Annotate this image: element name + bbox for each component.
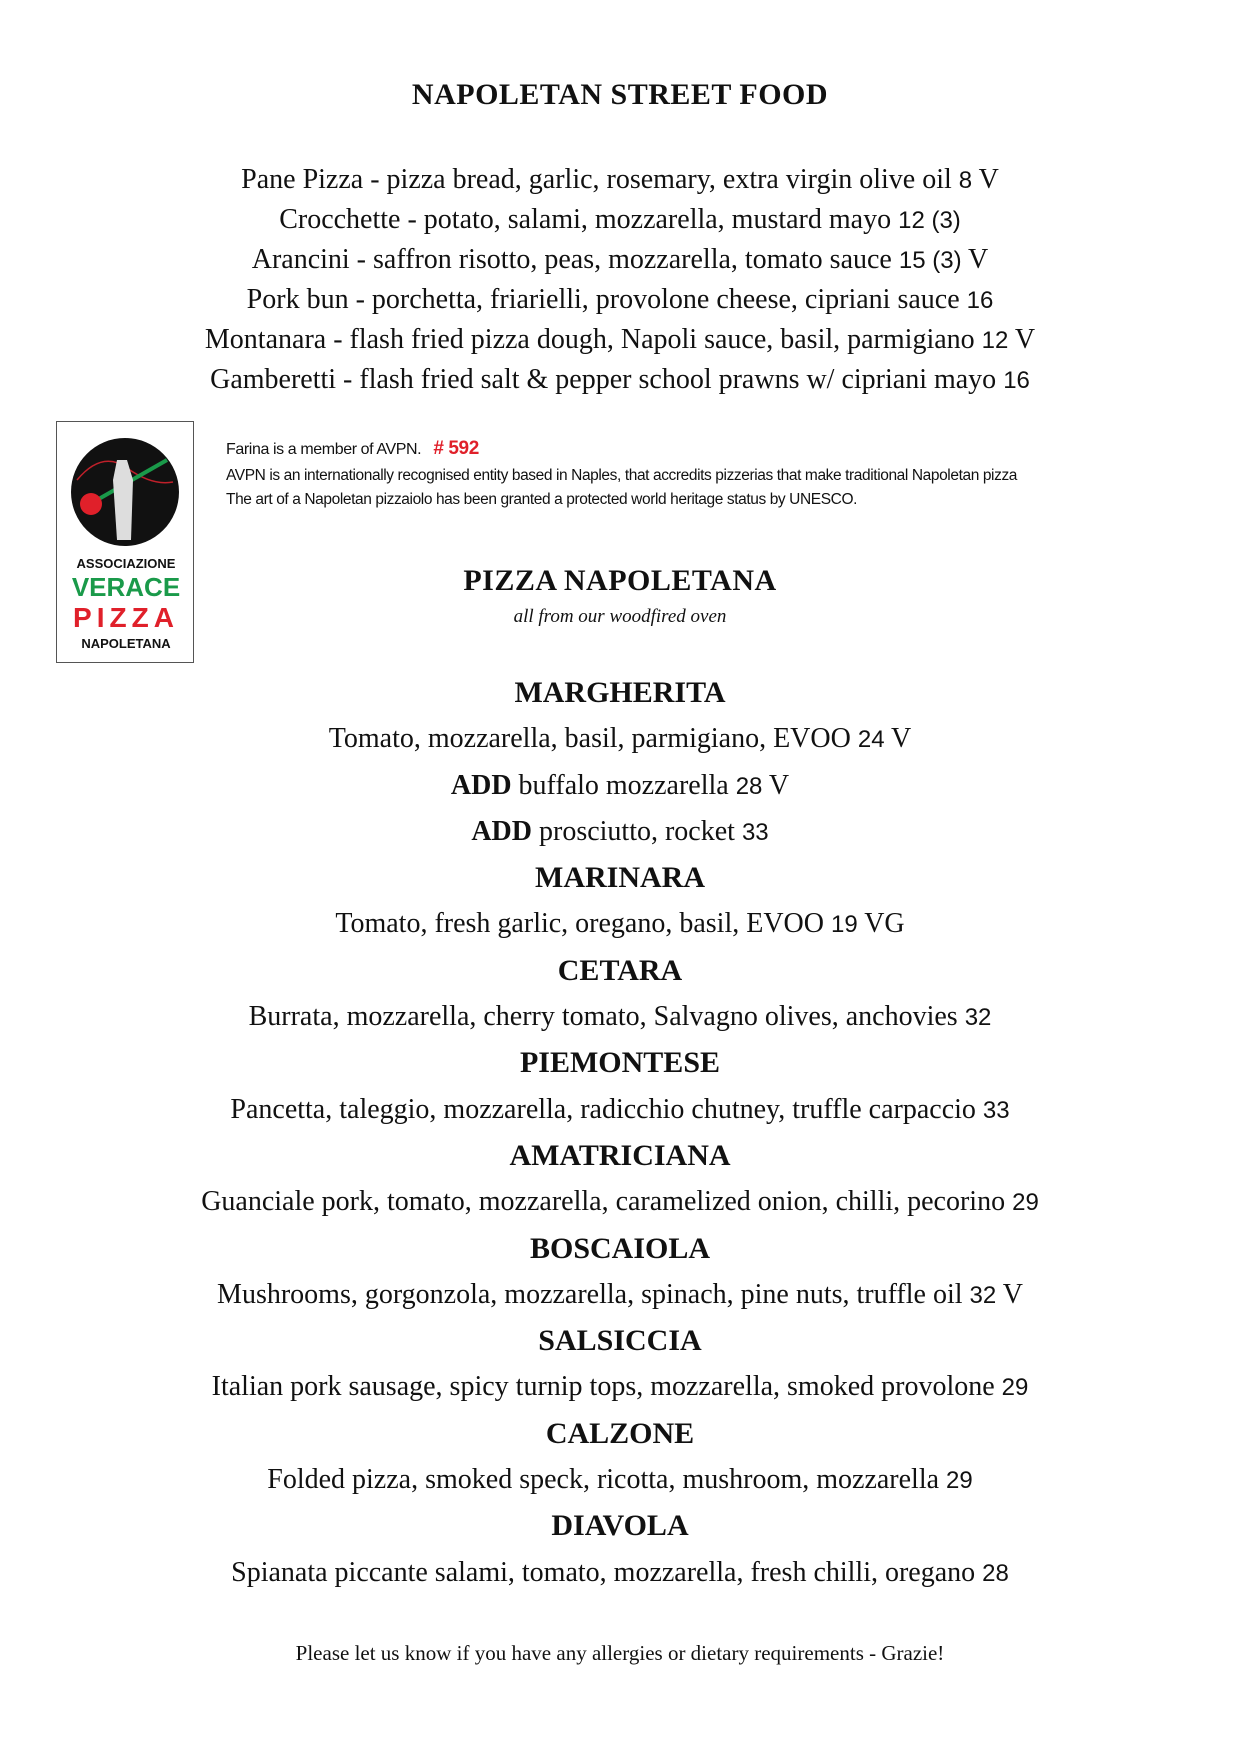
item-price: 33 bbox=[982, 1096, 1010, 1124]
pizza-description bbox=[0, 901, 1240, 947]
item-description: Guanciale pork, tomato, mozzarella, caramelized onion, chilli, pecorino bbox=[201, 1186, 1013, 1218]
street-food-item bbox=[0, 280, 1240, 320]
item-price: 28 bbox=[735, 772, 763, 800]
item-price: 32 bbox=[964, 1004, 992, 1032]
pizza-description bbox=[0, 716, 1240, 762]
dietary-tag: V bbox=[996, 1278, 1023, 1310]
pizza-name: SALSICCIA bbox=[538, 1324, 702, 1358]
street-food-title: NAPOLETAN STREET FOOD bbox=[411, 78, 829, 111]
street-food-item bbox=[0, 160, 1240, 200]
item-description: Pane Pizza - pizza bread, garlic, rosemary, extra virgin olive oil bbox=[241, 164, 959, 195]
street-food-item bbox=[0, 240, 1240, 280]
pizza-name: CALZONE bbox=[545, 1416, 695, 1450]
pizza-description bbox=[0, 1364, 1240, 1410]
street-food-item bbox=[0, 360, 1240, 400]
item-price: 28 bbox=[982, 1559, 1009, 1587]
pizza-name: MARGHERITA bbox=[514, 676, 726, 709]
item-price: 16 bbox=[966, 287, 994, 314]
item-description: Mushrooms, gorgonzola, mozzarella, spinach, pine nuts, truffle oil bbox=[217, 1278, 970, 1310]
dietary-tag: V bbox=[972, 164, 999, 195]
avpn-number: # 592 bbox=[433, 438, 479, 459]
logo-text-associazione: ASSOCIAZIONE bbox=[76, 556, 176, 571]
pizza-name: PIEMONTESE bbox=[519, 1046, 721, 1080]
item-description: Pancetta, taleggio, mozzarella, radicchio chutney, truffle carpaccio bbox=[230, 1093, 983, 1125]
item-description: Italian pork sausage, spicy turnip tops, mozzarella, smoked provolone bbox=[211, 1371, 1002, 1403]
item-description: Arancini - saffron risotto, peas, mozzarella, tomato sauce bbox=[251, 244, 899, 275]
pizza-name: DIAVOLA bbox=[551, 1509, 689, 1543]
avpn-member-line: Farina is a member of AVPN. # 592 bbox=[226, 438, 479, 459]
item-price: 8 bbox=[958, 167, 973, 194]
item-description: Crocchette - potato, salami, mozzarella, mustard mayo bbox=[279, 204, 899, 235]
pizzaiolo-emblem-icon bbox=[57, 430, 193, 550]
logo-text-pizza: PIZZA bbox=[73, 602, 179, 633]
item-price: 32 bbox=[969, 1281, 997, 1309]
pizza-description bbox=[0, 1272, 1240, 1318]
logo-text-verace: VERACE bbox=[71, 572, 181, 602]
street-food-item bbox=[0, 200, 1240, 240]
pizza-add-option bbox=[0, 763, 1240, 809]
item-description: Folded pizza, smoked speck, ricotta, mushroom, mozzarella bbox=[267, 1464, 947, 1496]
pizza-name: CETARA bbox=[557, 953, 683, 987]
pizza-description bbox=[0, 1457, 1240, 1503]
pizza-description bbox=[0, 994, 1240, 1040]
pizza-add-option bbox=[0, 809, 1240, 855]
item-price: 33 bbox=[741, 818, 769, 846]
add-label: ADD bbox=[471, 815, 539, 847]
pizza-name: MARINARA bbox=[535, 861, 705, 895]
item-description: Tomato, fresh garlic, oregano, basil, EVOO bbox=[335, 908, 832, 940]
item-price: 19 bbox=[831, 911, 858, 939]
dietary-tag: V bbox=[884, 723, 912, 755]
dietary-tag: V bbox=[961, 244, 989, 275]
item-price: 15 (3) bbox=[898, 247, 962, 274]
street-food-list bbox=[0, 160, 1240, 400]
pizza-description bbox=[0, 1179, 1240, 1225]
item-price: 24 bbox=[857, 726, 885, 754]
pizza-list bbox=[0, 670, 1240, 1596]
pizza-name: BOSCAIOLA bbox=[529, 1231, 711, 1265]
avpn-description: AVPN is an internationally recognised entity based in Naples, that accredits pizzerias that make traditional Napoletan pizza bbox=[226, 467, 1018, 484]
allergy-note: Please let us know if you have any allergies or dietary requirements - Grazie! bbox=[295, 1641, 945, 1665]
avpn-unesco: The art of a Napoletan pizzaiolo has been granted a protected world heritage status by UNESCO. bbox=[226, 491, 858, 508]
add-label: ADD bbox=[450, 769, 519, 801]
pizza-title: PIZZA NAPOLETANA bbox=[463, 564, 777, 597]
pizza-description bbox=[0, 1087, 1240, 1133]
item-price: 16 bbox=[1003, 367, 1030, 394]
item-description: Burrata, mozzarella, cherry tomato, Salvagno olives, anchovies bbox=[248, 1001, 965, 1033]
pizza-description bbox=[0, 1550, 1240, 1596]
logo-text-napoletana: NAPOLETANA bbox=[81, 636, 171, 651]
item-description: Spianata piccante salami, tomato, mozzarella, fresh chilli, oregano bbox=[231, 1556, 983, 1588]
item-price: 12 (3) bbox=[898, 207, 961, 234]
item-description: prosciutto, rocket bbox=[539, 815, 742, 847]
street-food-item bbox=[0, 320, 1240, 360]
item-description: buffalo mozzarella bbox=[518, 769, 736, 801]
item-description: Montanara - flash fried pizza dough, Napoli sauce, basil, parmigiano bbox=[204, 324, 982, 355]
item-description: Tomato, mozzarella, basil, parmigiano, EVOO bbox=[328, 723, 858, 755]
item-price: 29 bbox=[946, 1467, 973, 1495]
pizza-name: AMATRICIANA bbox=[509, 1138, 731, 1172]
dietary-tag: V bbox=[1008, 324, 1036, 355]
item-price: 12 bbox=[981, 327, 1009, 354]
dietary-tag: VG bbox=[857, 908, 905, 940]
item-price: 29 bbox=[1012, 1189, 1039, 1217]
item-price: 29 bbox=[1001, 1374, 1029, 1402]
dietary-tag: V bbox=[762, 769, 790, 801]
pizza-subtitle: all from our woodfired oven bbox=[513, 606, 727, 627]
item-description: Gamberetti - flash fried salt & pepper school prawns w/ cipriani mayo bbox=[210, 364, 1004, 395]
item-description: Pork bun - porchetta, friarielli, provolone cheese, cipriani sauce bbox=[246, 284, 967, 315]
